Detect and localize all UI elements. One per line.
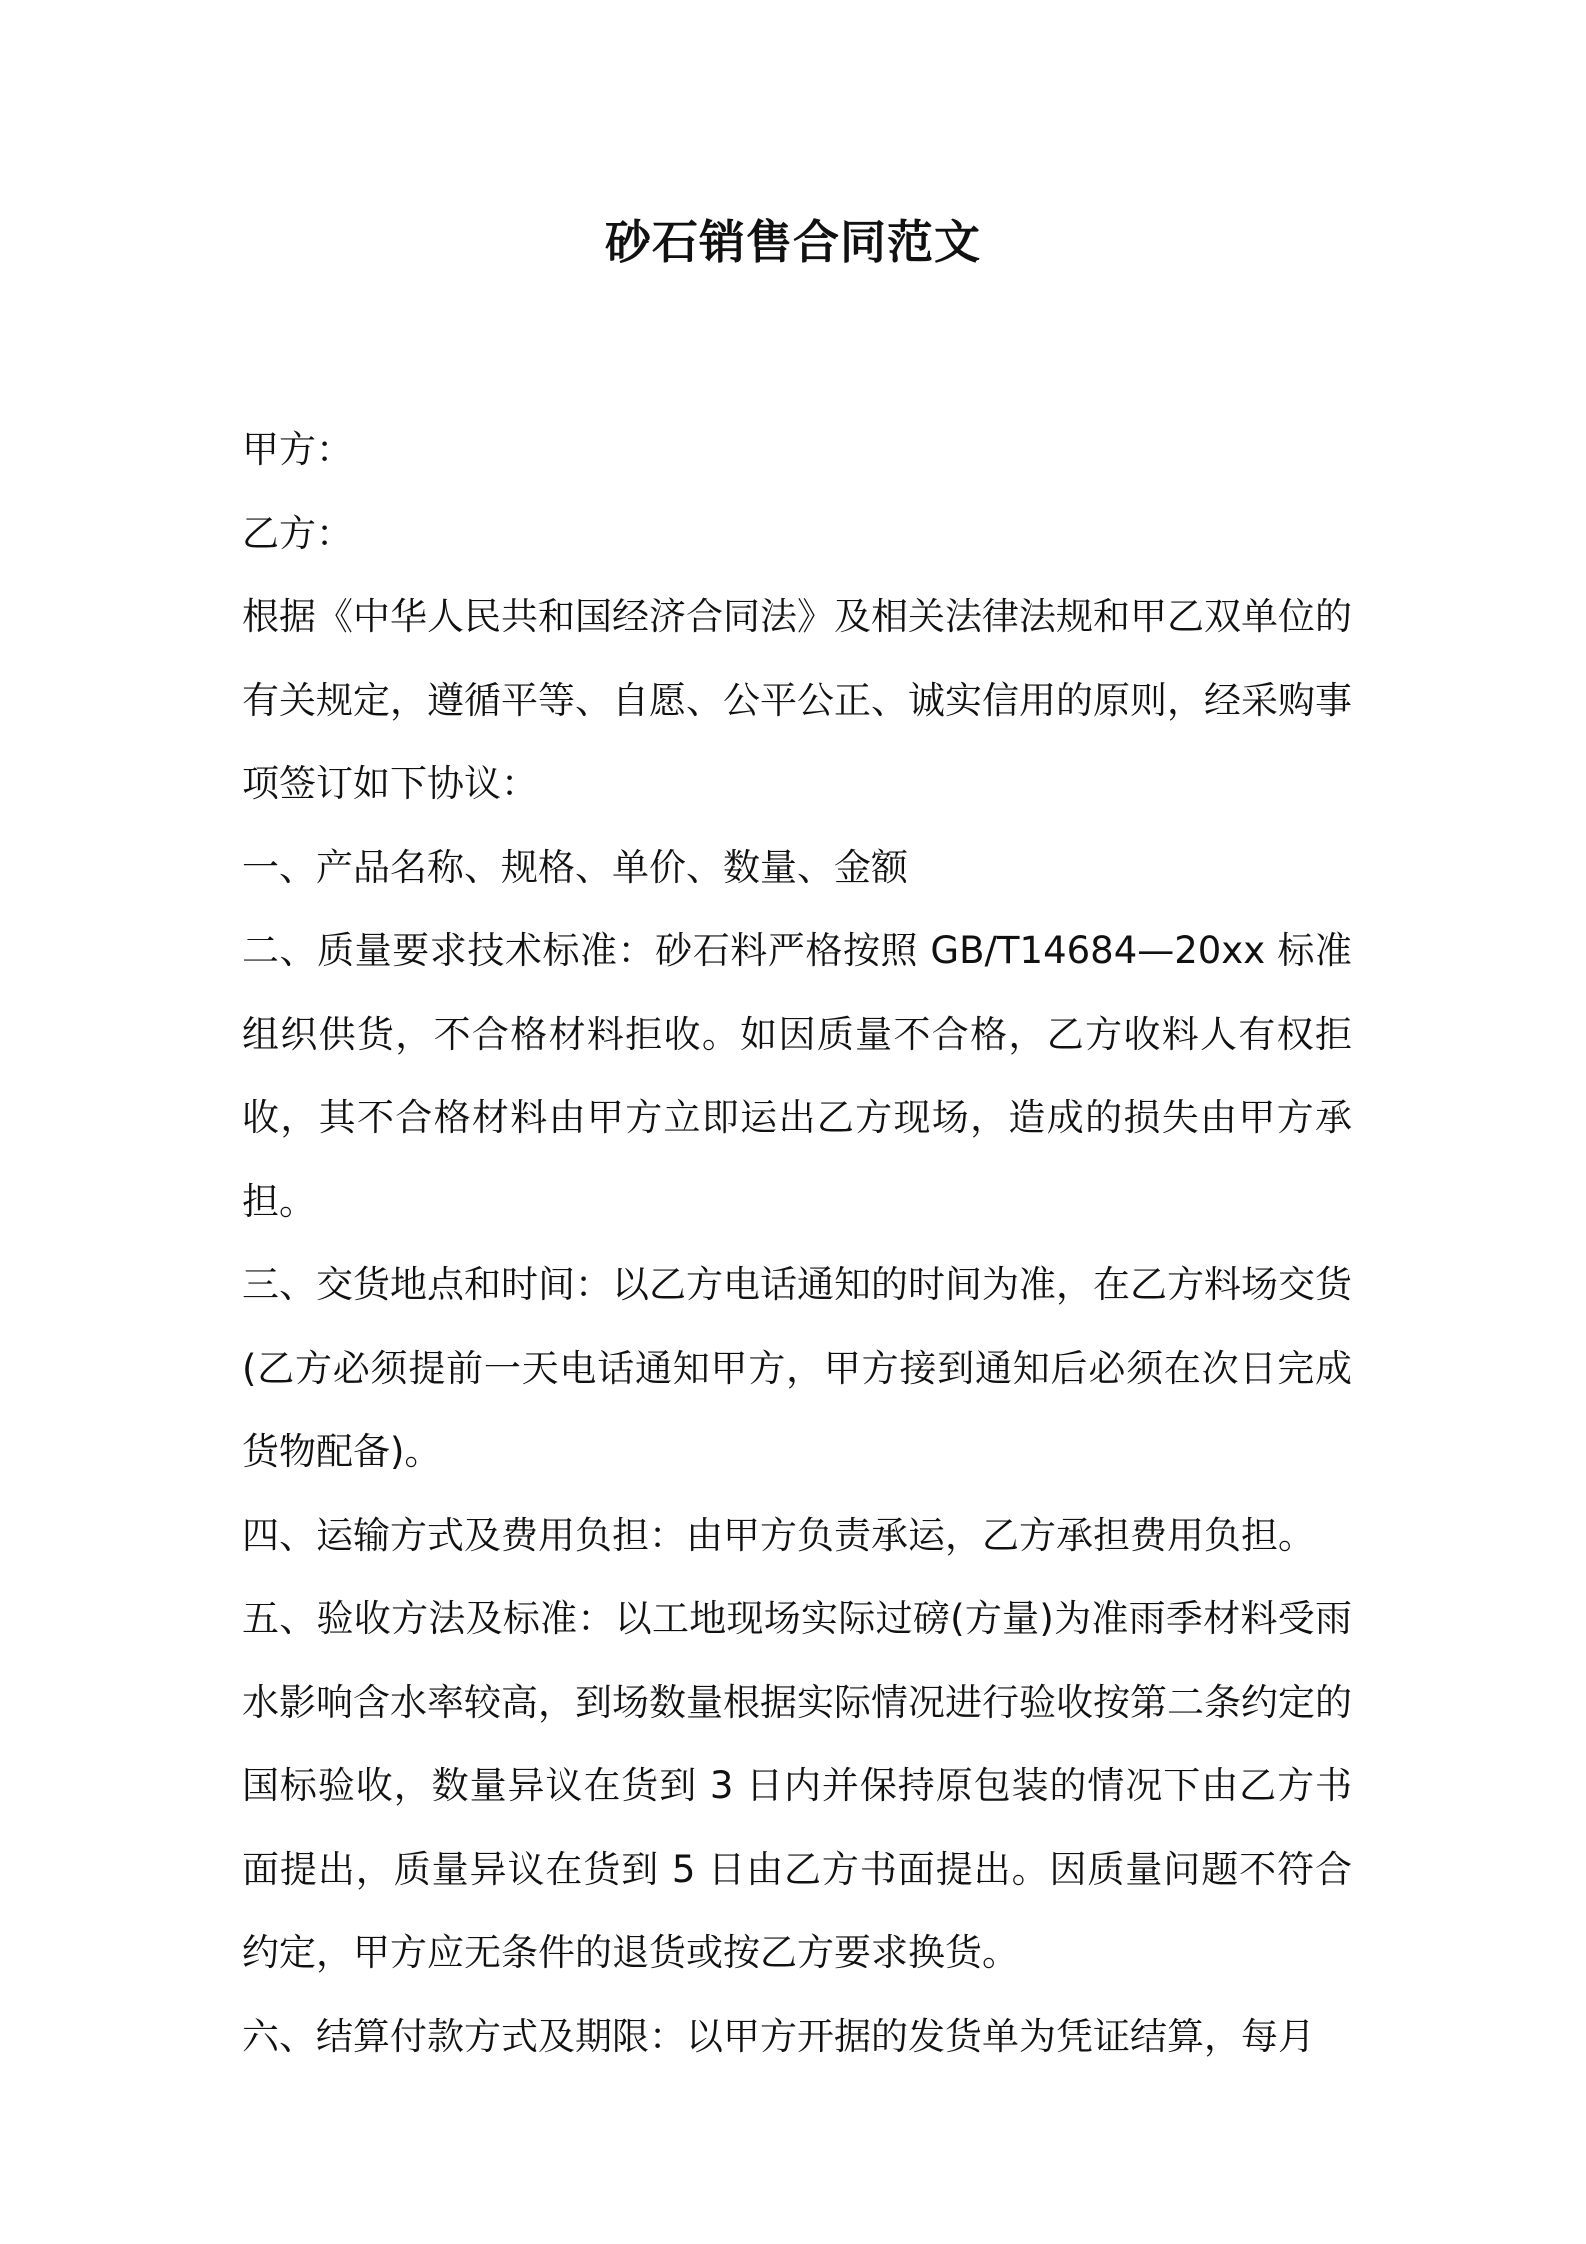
document-title: 砂石销售合同范文 bbox=[605, 215, 981, 269]
paragraph-clause-1: 一、产品名称、规格、单价、数量、金额 bbox=[242, 845, 908, 889]
paragraph-party-a: 甲方： bbox=[242, 428, 353, 471]
document-body bbox=[242, 408, 1352, 2078]
paragraph-clause-6: 六、结算付款方式及期限：以甲方开据的发货单为凭证结算，每月 bbox=[242, 2014, 1315, 2058]
paragraph-party-b: 乙方： bbox=[242, 511, 353, 555]
paragraph-clause-5: 五、验收方法及标准：以工地现场实际过磅(方量)为准雨季材料受雨水影响含水率较高，到场数量根据实际情况进行验收按第二条约定的国标验收，数量异议在货到 3 日内并保持原包装的情况下由乙方书面提出，质量异议在货到 5 日由乙方书面提出。因质量问题不符合约定，甲方应无条件的退货或按乙方要求换货。 bbox=[242, 1597, 1352, 1974]
paragraph-clause-3: 三、交货地点和时间：以乙方电话通知的时间为准，在乙方料场交货(乙方必须提前一天电话通知甲方，甲方接到通知后必须在次日完成货物配备)。 bbox=[242, 1263, 1352, 1473]
paragraph-clause-4: 四、运输方式及费用负担：由甲方负责承运，乙方承担费用负担。 bbox=[242, 1513, 1315, 1557]
paragraph-clause-2: 二、质量要求技术标准：砂石料严格按照 GB/T14684—20xx 标准组织供货，不合格材料拒收。如因质量不合格，乙方收料人有权拒收，其不合格材料由甲方立即运出乙方现场，造成的损失由甲方承担。 bbox=[242, 929, 1352, 1223]
paragraph-preamble: 根据《中华人民共和国经济合同法》及相关法律法规和甲乙双单位的有关规定，遵循平等、自愿、公平公正、诚实信用的原则，经采购事项签订如下协议： bbox=[242, 595, 1352, 805]
